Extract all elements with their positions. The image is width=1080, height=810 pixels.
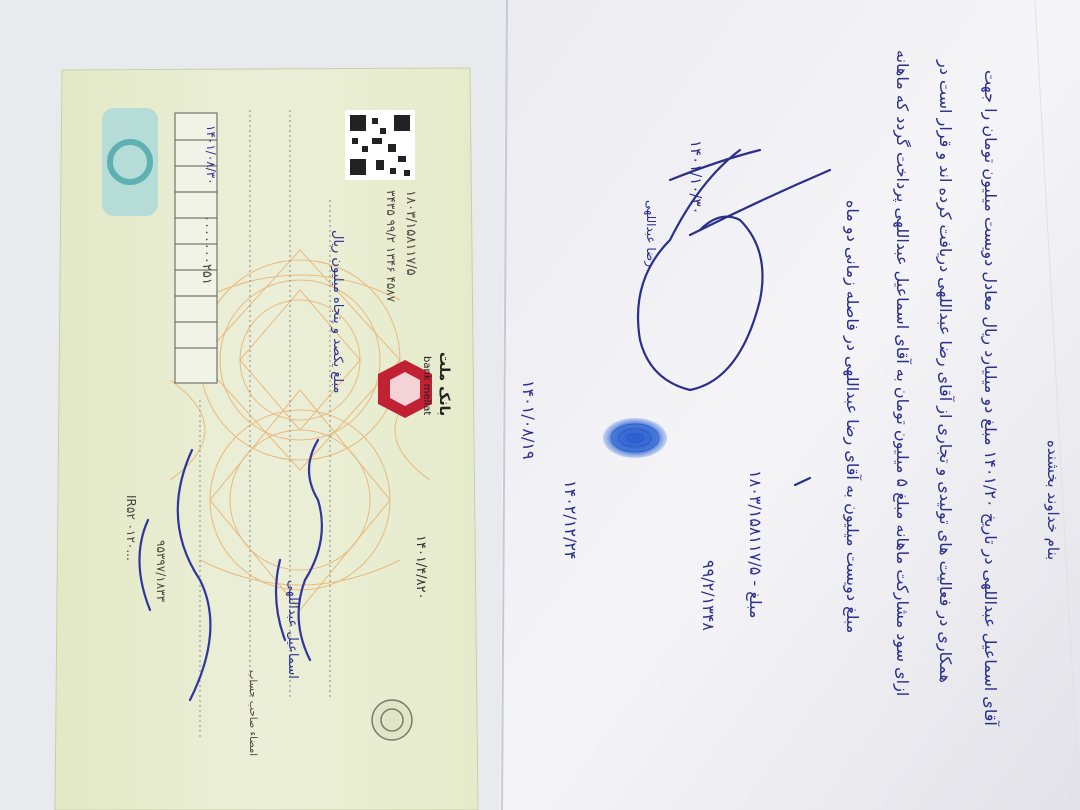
cheque-number: ۱۴۰۱/۴/۸۲۰ — [413, 535, 428, 600]
cheque-serial: ۱۸۰۳/۱۵۸۱۱۷/۵ — [403, 190, 418, 276]
cheque-bank-name: بانک ملت — [436, 352, 452, 417]
letter-number-1: مبلغ - ۱۸۰۳/۱۵۸۱۱۷/۵ — [746, 470, 765, 619]
cheque-signature-label: امضاء صاحب حساب — [247, 670, 258, 757]
qr-code — [345, 110, 415, 180]
cheque-date-box: ۱۴۰۱/۰۸/۳۰ — [204, 125, 218, 185]
letter-heading: بنام خداوند بخشنده — [1044, 440, 1062, 561]
cheque-amount-box: ۰۰۰۰۰۰۰۲۵۱ — [199, 215, 214, 285]
letter-line-1: آقای اسماعیل عبداللهی در تاریخ ۱۴۰۱/۲۰ مبلغ دو میلیارد ریال معادل دویست میلیون تومان را جهت — [981, 70, 1000, 726]
letter-number-4: ۱۴۰۱/۰۸/۱۹ — [519, 380, 538, 460]
cheque-sayad: ۹۵۳۹۷/۱۸۳۳ — [154, 540, 168, 603]
letter-witness: رضا عبداللهی — [644, 200, 658, 268]
letter-date-note: ۱۴۰۱/۱۰/۳۰ — [687, 140, 705, 215]
cheque-payee: اسماعیل عبداللهی — [285, 580, 300, 679]
letter-number-2: ۹۹/۲/۱۳۴۸ — [699, 560, 718, 631]
cheque-footer: IR۵۲ ۰۱۲۰... — [124, 495, 138, 561]
letter-line-3: ازای سود مشارکت ماهانه مبلغ ۵ میلیون تومان به آقای اسماعیل عبداللهی پرداخت گردد که ماهانه — [893, 50, 912, 697]
cheque-bank-name-en: bank mellat — [421, 356, 432, 416]
letter-line-4: مبلغ دویست میلیون به آقای رضا عبداللهی در فاصله زمانی دو ماه — [843, 200, 862, 634]
cheque-amount-words: مبلغ یکصد و پنجاه میلیون ریال — [330, 230, 345, 394]
cheque-account: ۳۴۳۵ ۹۹/۲ ۱۳۴۶ ۴۵۸۷ — [384, 190, 398, 303]
letter-number-3: ۱۴۰۲/۱۲/۲۴ — [561, 480, 580, 560]
letter-line-2: همکاری در فعالیت های تولیدی و تجاری از آقای رضا عبداللهی دریافت کرده اند و قرار است در — [936, 60, 955, 683]
